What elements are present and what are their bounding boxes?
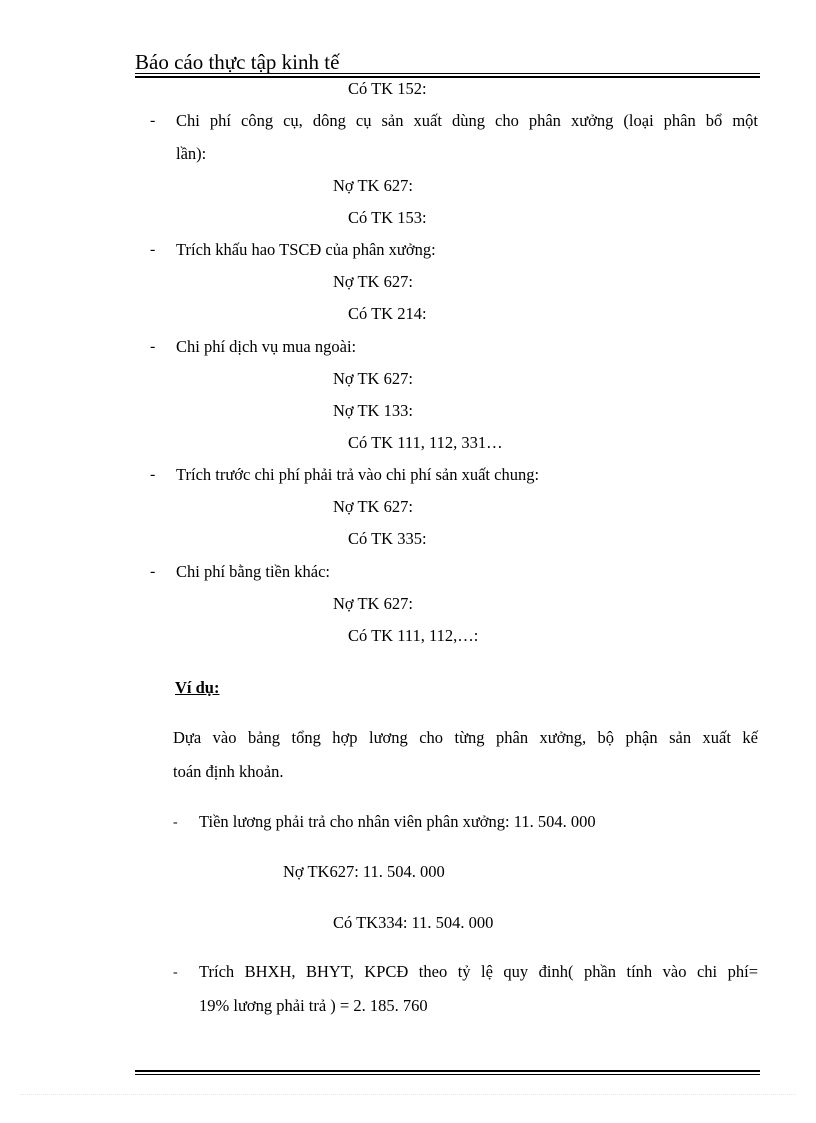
- bullet-marker: -: [150, 112, 156, 129]
- bullet-text: Chi phí bằng tiền khác:: [176, 562, 330, 581]
- header-rule-top: [135, 73, 760, 74]
- credit-line: Có TK 111, 112,…:: [348, 626, 479, 645]
- debit-line: Nợ TK 133:: [333, 401, 413, 420]
- bullet-marker: -: [173, 965, 178, 980]
- credit-line: Có TK334: 11. 504. 000: [333, 913, 494, 932]
- debit-line: Nợ TK 627:: [333, 497, 413, 516]
- header-rule-bottom: [135, 76, 760, 78]
- bullet-text: Trích khấu hao TSCĐ của phân xưởng:: [176, 240, 436, 259]
- bullet-marker: -: [173, 815, 178, 830]
- credit-line: Có TK 214:: [348, 304, 427, 323]
- bullet-text: Chi phí dịch vụ mua ngoài:: [176, 337, 357, 356]
- debit-line: Nợ TK 627:: [333, 272, 413, 291]
- page-edge-dotted-line: [20, 1094, 796, 1095]
- bullet-marker: -: [150, 466, 156, 483]
- bullet-text: Chi phí công cụ, dông cụ sản xuất dùng cho phân xưởng (loại phân bổ một: [176, 111, 758, 130]
- example-item-continued: 19% lương phải trả ) = 2. 185. 760: [199, 996, 428, 1015]
- credit-line: Có TK 111, 112, 331…: [348, 433, 503, 452]
- bullet-marker: -: [150, 241, 156, 258]
- debit-line: Nợ TK 627:: [333, 594, 413, 613]
- debit-line: Nợ TK 627:: [333, 369, 413, 388]
- credit-line: Có TK 335:: [348, 529, 427, 548]
- example-heading: Ví dụ:: [175, 678, 220, 697]
- example-paragraph: Dựa vào bảng tổng hợp lương cho từng phân xưởng, bộ phận sản xuất kế: [173, 728, 758, 747]
- credit-line: Có TK 153:: [348, 208, 427, 227]
- footer-rule-top: [135, 1070, 760, 1072]
- bullet-marker: -: [150, 563, 156, 580]
- example-paragraph-continued: toán định khoản.: [173, 762, 284, 781]
- debit-line: Nợ TK627: 11. 504. 000: [283, 862, 445, 881]
- bullet-marker: -: [150, 338, 156, 355]
- footer-rule-bottom: [135, 1074, 760, 1075]
- page-header-title: Báo cáo thực tập kinh tế: [135, 50, 340, 74]
- bullet-text: Trích trước chi phí phải trả vào chi phí sản xuất chung:: [176, 465, 540, 484]
- example-item: Tiền lương phải trả cho nhân viên phân xưởng: 11. 504. 000: [199, 812, 596, 831]
- credit-line: Có TK 152:: [348, 79, 427, 98]
- bullet-text-continued: lần):: [176, 144, 207, 163]
- debit-line: Nợ TK 627:: [333, 176, 413, 195]
- example-item: Trích BHXH, BHYT, KPCĐ theo tỷ lệ quy đinh( phần tính vào chi phí=: [199, 962, 758, 981]
